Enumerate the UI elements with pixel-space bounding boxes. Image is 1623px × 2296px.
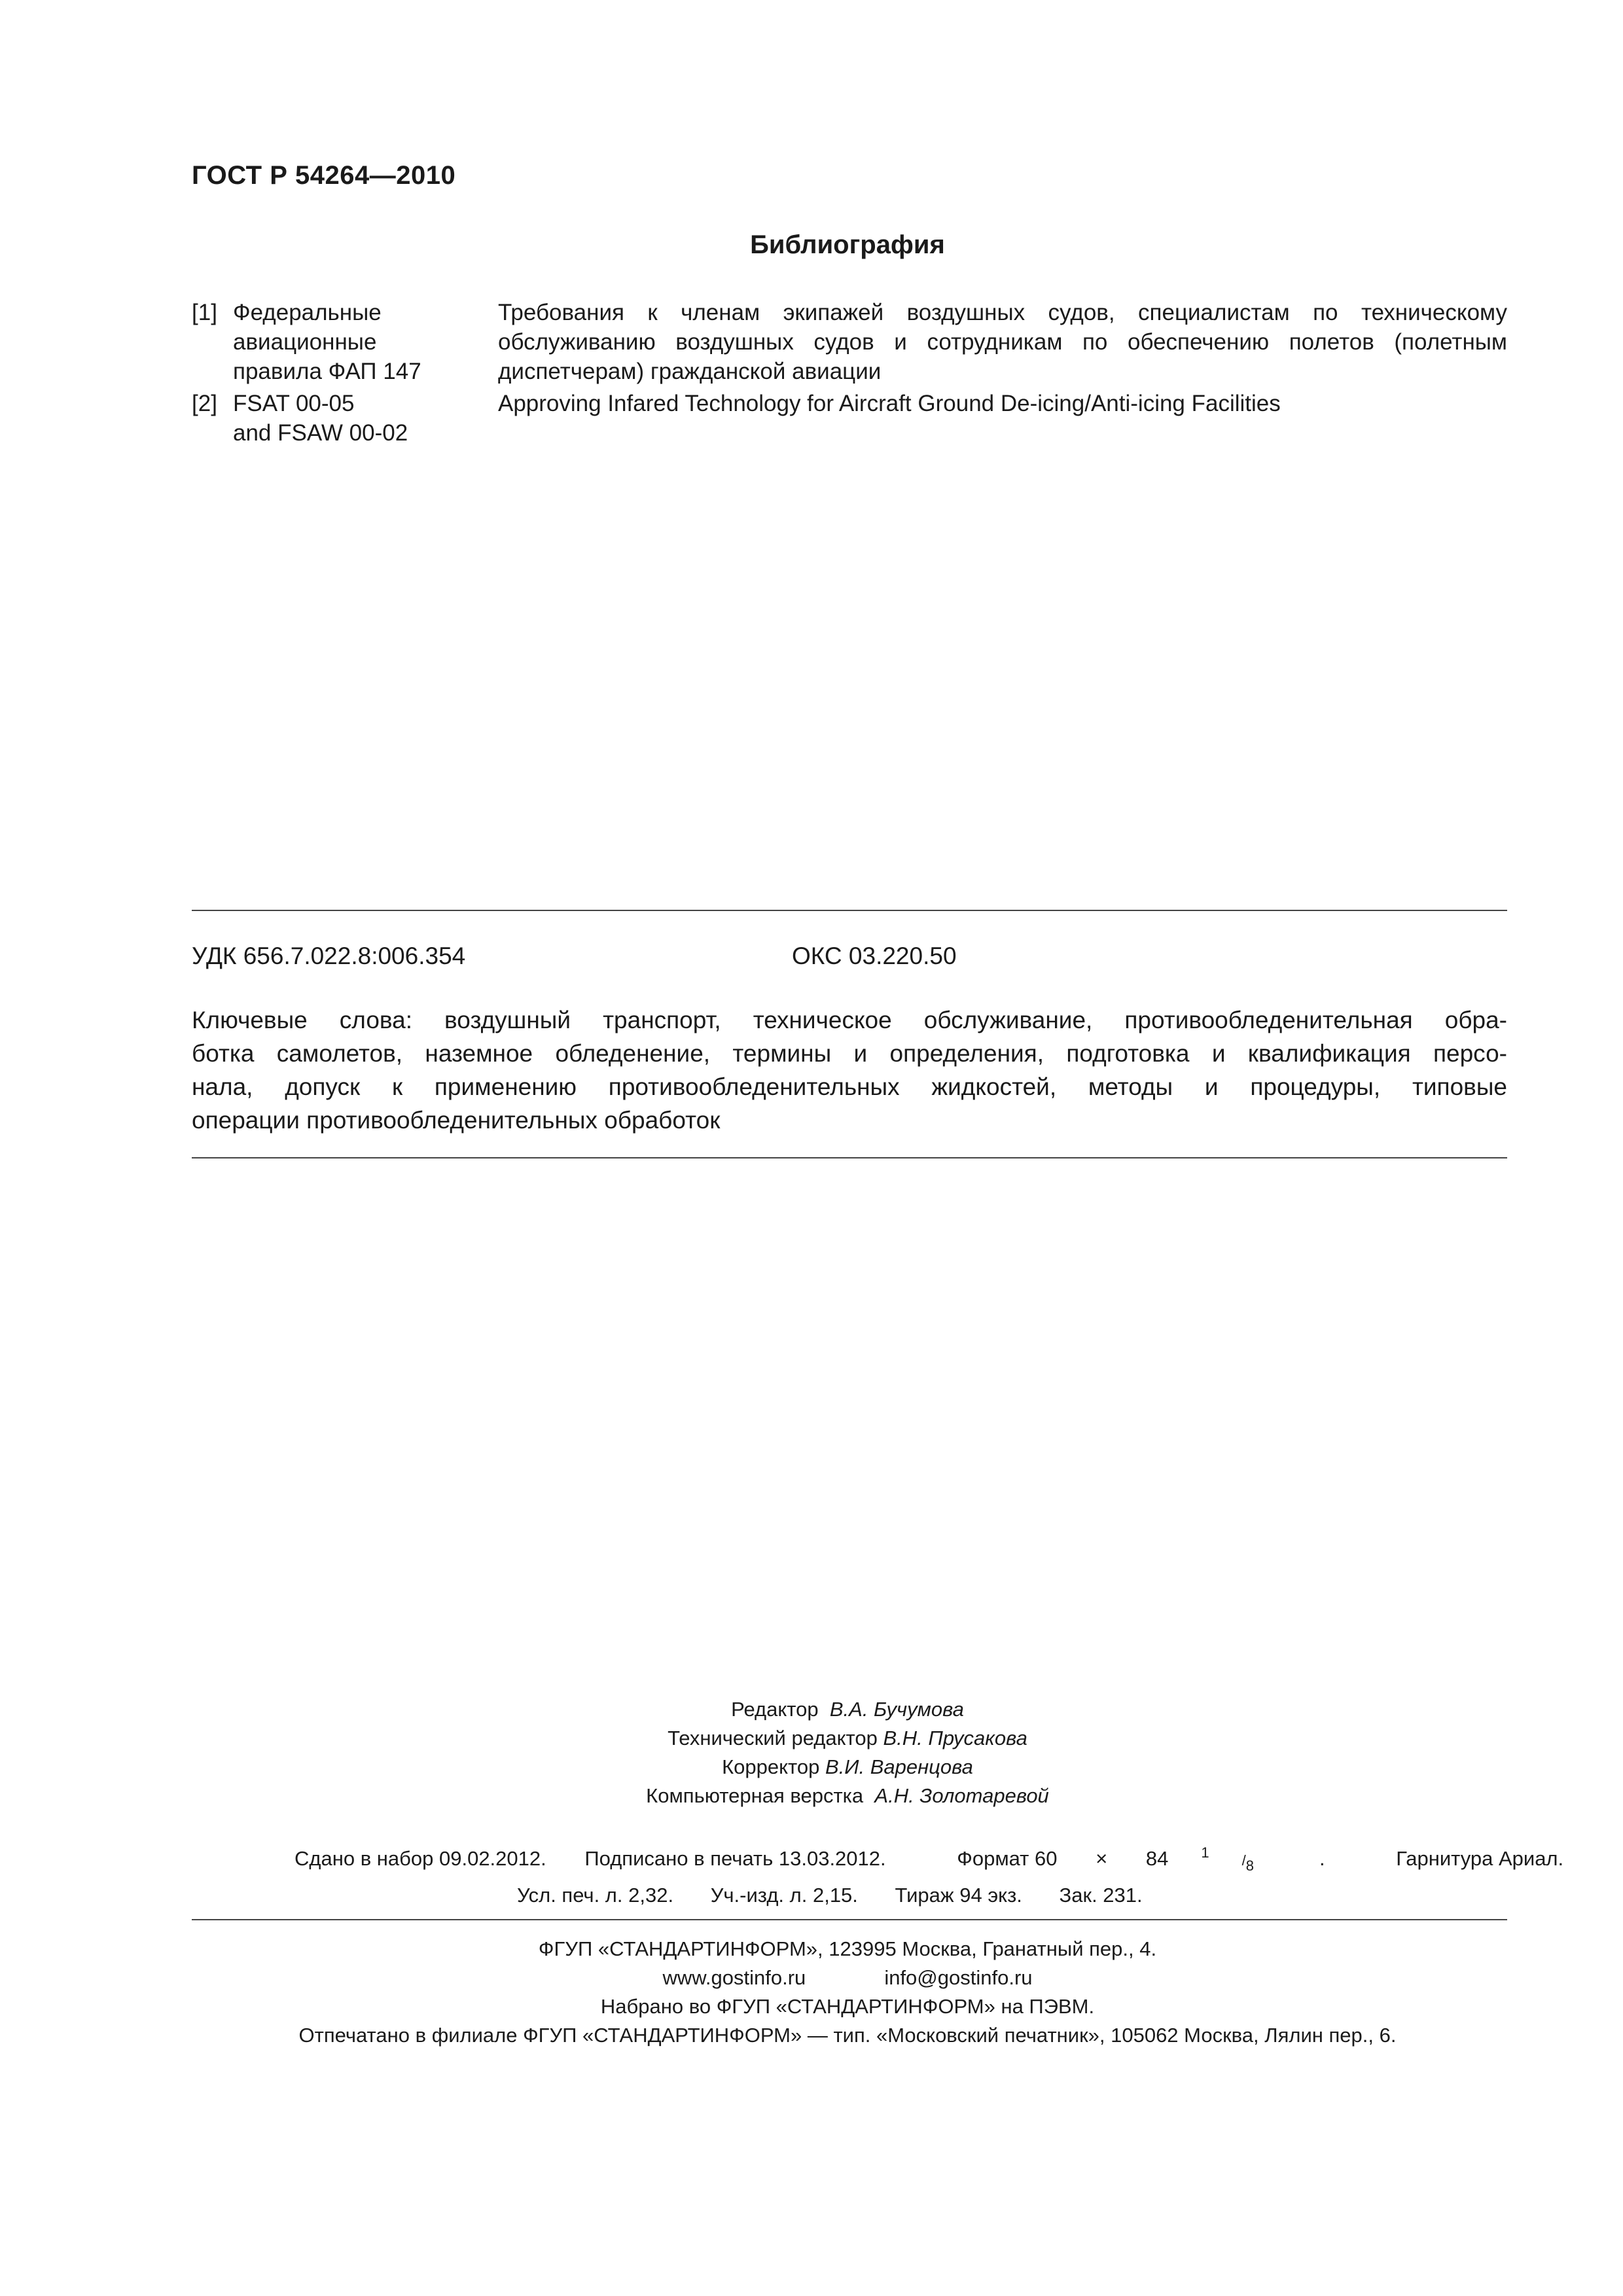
website-link[interactable]: www.gostinfo.ru <box>662 1966 806 1989</box>
keywords <box>192 1003 1507 1137</box>
print-run: Тираж 94 экз. <box>895 1884 1022 1907</box>
sent-date: Сдано в набор 09.02.2012. <box>294 1847 546 1870</box>
entry-number: [2] <box>192 391 217 416</box>
keywords-line: операции противообледенительных обработок <box>192 1107 721 1134</box>
font-info: Гарнитура Ариал. <box>1396 1847 1564 1870</box>
publ-sheets: Уч.-изд. л. 2,15. <box>710 1884 858 1907</box>
format: Формат 60 × 84 1 /8 . <box>957 1844 1325 1874</box>
credit-layout: Компьютерная верстка А.Н. Золотаревой <box>646 1784 1049 1807</box>
bibliography-entry <box>192 389 1507 451</box>
order-number: Зак. 231. <box>1059 1884 1143 1907</box>
bibliography-title: Библиография <box>750 230 945 259</box>
entry-description: Approving Infared Technology for Aircraft Ground De-icing/Anti-icing Facilities <box>498 391 1281 416</box>
credits <box>0 1695 1623 1810</box>
publication-info-row-1 <box>294 1844 1596 1874</box>
printer-info: Отпечатано в филиале ФГУП «СТАНДАРТИНФОРМ» — тип. «Московский печатник», 105062 Москва, Лялин пер., 6. <box>298 2024 1397 2047</box>
oks-code: ОКС 03.220.50 <box>792 942 957 969</box>
email-link[interactable]: info@gostinfo.ru <box>884 1966 1033 1989</box>
signed-date: Подписано в печать 13.03.2012. <box>584 1847 886 1870</box>
keywords-line: нала, допуск к применению противообледенительных жидкостей, методы и процедуры, типовые <box>192 1073 1507 1100</box>
print-sheets: Усл. печ. л. 2,32. <box>517 1884 674 1907</box>
footer <box>0 1935 1623 2050</box>
credit-proofreader: Корректор В.И. Варенцова <box>722 1755 973 1778</box>
credit-editor: Редактор В.А. Бучумова <box>731 1698 964 1721</box>
divider <box>192 1919 1507 1920</box>
entry-description: Требования к членам экипажей воздушных судов, специалистам по техническому обслуживанию воздушных судов и сотрудникам по обеспечению полетов (полетным диспетчерам) гражданской авиации <box>498 300 1507 384</box>
credit-tech-editor: Технический редактор В.Н. Прусакова <box>668 1727 1027 1749</box>
keywords-line: ботка самолетов, наземное обледенение, термины и определения, подготовка и квалификация персо- <box>192 1040 1507 1067</box>
document-code: ГОСТ Р 54264—2010 <box>192 161 456 190</box>
entry-source: Федеральные авиационные правила ФАП 147 <box>233 300 421 384</box>
entry-number: [1] <box>192 300 217 325</box>
publication-info-row-2 <box>517 1884 1174 1907</box>
bibliography-entry <box>192 298 1507 389</box>
divider <box>192 1157 1507 1158</box>
udk-code: УДК 656.7.022.8:006.354 <box>192 942 466 969</box>
contacts <box>0 1964 1623 1992</box>
entry-source: FSAT 00-05 and FSAW 00-02 <box>233 391 408 446</box>
typeset-info: Набрано во ФГУП «СТАНДАРТИНФОРМ» на ПЭВМ. <box>600 1995 1095 2018</box>
keywords-line: Ключевые слова: воздушный транспорт, техническое обслуживание, противообледенительная обра- <box>192 1007 1507 1033</box>
divider <box>192 910 1507 911</box>
publisher-address: ФГУП «СТАНДАРТИНФОРМ», 123995 Москва, Гранатный пер., 4. <box>538 1937 1157 1960</box>
